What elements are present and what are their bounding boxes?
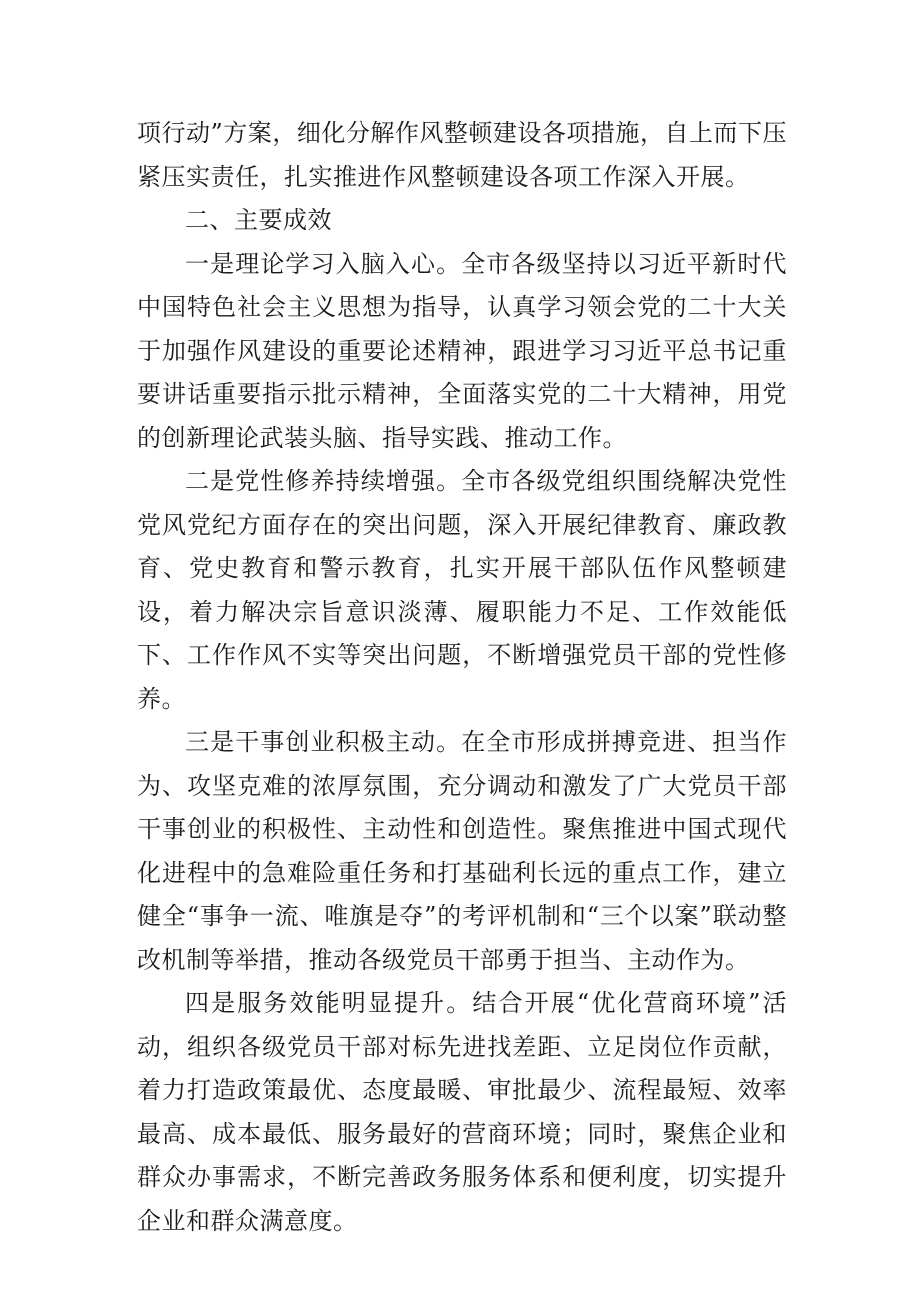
paragraph-continuation: 项行动”方案，细化分解作风整顿建设各项措施，自上而下压紧压实责任，扎实推进作风整顿建设各项工作深入开展。 <box>137 119 787 191</box>
paragraph-party-spirit: 二是党性修养持续增强。全市各级党组织围绕解决党性党风党纪方面存在的突出问题，深入开展纪律教育、廉政教育、党史教育和警示教育，扎实开展干部队伍作风整顿建设，着力解决宗旨意识淡薄、履职能力不足、工作效能低下、工作作风不实等突出问题，不断增强党员干部的党性修养。 <box>137 467 787 713</box>
document-body <box>137 112 787 1243</box>
paragraph-theory-study: 一是理论学习入脑入心。全市各级坚持以习近平新时代中国特色社会主义思想为指导，认真学习领会党的二十大关于加强作风建设的重要论述精神，跟进学习习近平总书记重要讲话重要指示批示精神，全面落实党的二十大精神，用党的创新理论武装头脑、指导实践、推动工作。 <box>137 249 787 452</box>
paragraph-initiative: 三是干事创业积极主动。在全市形成拼搏竞进、担当作为、攻坚克难的浓厚氛围，充分调动和激发了广大党员干部干事创业的积极性、主动性和创造性。聚焦推进中国式现代化进程中的急难险重任务和打基础利长远的重点工作，建立健全“事争一流、唯旗是夺”的考评机制和“三个以案”联动整改机制等举措，推动各级党员干部勇于担当、主动作为。 <box>137 728 787 974</box>
section-heading-main-results: 二、主要成效 <box>185 206 332 234</box>
paragraph-service-efficiency: 四是服务效能明显提升。结合开展“优化营商环境”活动，组织各级党员干部对标先进找差距、立足岗位作贡献，着力打造政策最优、态度最暖、审批最少、流程最短、效率最高、成本最低、服务最好的营商环境；同时，聚焦企业和群众办事需求，不断完善政务服务体系和便利度，切实提升企业和群众满意度。 <box>137 989 787 1235</box>
